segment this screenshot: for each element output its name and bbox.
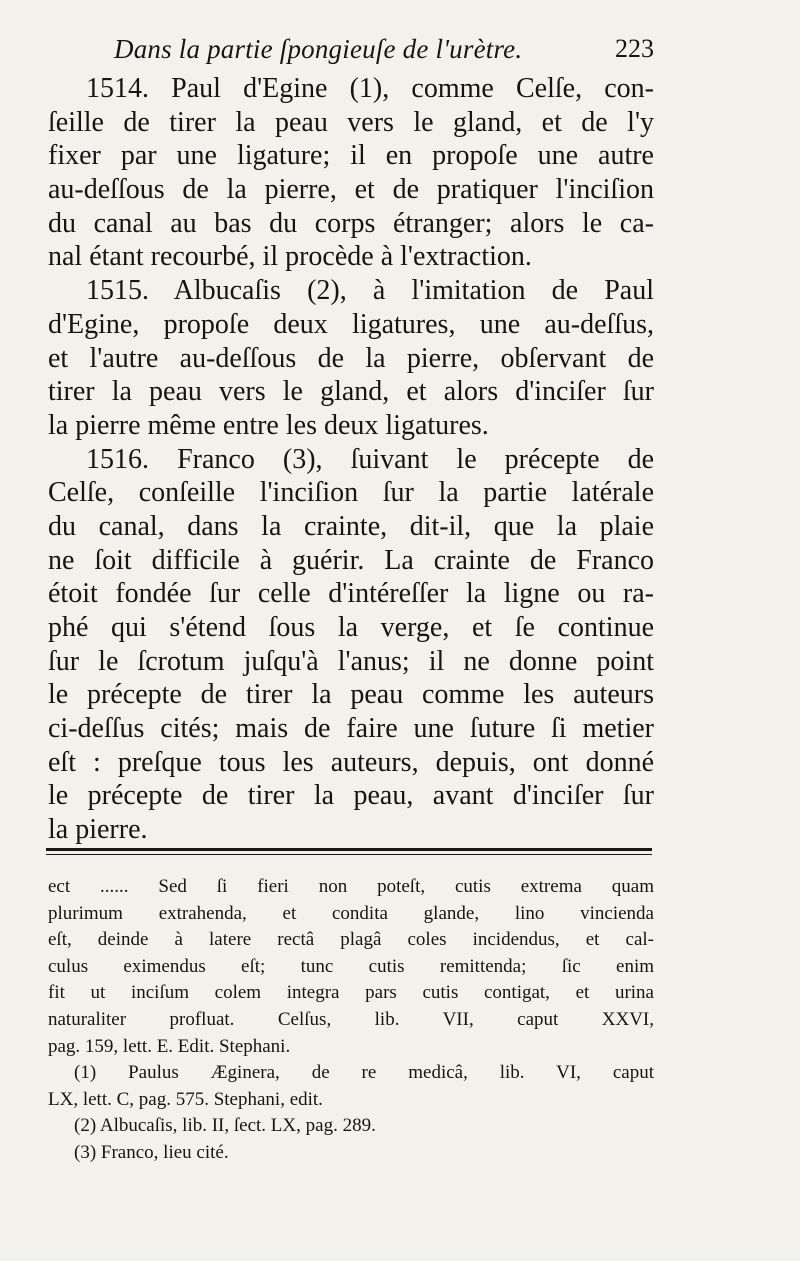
body-text — [48, 72, 654, 847]
text-line: 1514. Paul d'Egine (1), comme Celſe, con- — [86, 73, 654, 104]
text-line: 1516. Franco (3), ſuivant le précepte de — [86, 443, 654, 475]
text-line: la pierre même entre les deux ligatures. — [48, 409, 489, 441]
text-line: eſt : preſque tous les auteurs, depuis, ont donné — [48, 746, 654, 778]
text-line: Celſe, conſeille l'inciſion ſur la partie latérale — [48, 477, 654, 509]
text-line: ſur le ſcrotum juſqu'à l'anus; il ne donne point — [48, 645, 654, 677]
text-line: d'Egine, propoſe deux ligatures, une au-deſſus, — [48, 308, 654, 340]
footnote-line: pag. 159, lett. E. Edit. Stephani. — [48, 1035, 291, 1057]
text-line: le précepte de tirer la peau, avant d'inciſer ſur — [48, 780, 654, 812]
footnote-3: (3) Franco, lieu cité. — [74, 1141, 229, 1163]
footnote-line: eſt, deinde à latere rectâ plagâ coles incidendus, et cal- — [48, 929, 654, 951]
text-line: nal étant recourbé, il procède à l'extraction. — [48, 241, 532, 273]
text-line: fixer par une ligature; il en propoſe une autre — [48, 140, 654, 172]
footnote-line: fit ut inciſum colem integra pars cutis contigat, et urina — [48, 982, 654, 1004]
footnote-line: plurimum extrahenda, et condita glande, lino vincienda — [48, 902, 654, 924]
text-line: ci-deſſus cités; mais de faire une ſuture ſi metier — [48, 713, 654, 745]
footnote-line: LX, lett. C, pag. 575. Stephani, edit. — [48, 1088, 323, 1110]
running-title: Dans la partie ſpongieuſe de l'urètre. — [114, 34, 523, 64]
text-line: du canal, dans la crainte, dit-il, que la plaie — [48, 510, 654, 542]
text-line: la pierre. — [48, 814, 148, 846]
text-line: le précepte de tirer la peau comme les auteurs — [48, 679, 654, 711]
footnote-rule — [46, 848, 652, 855]
text-line: du canal au bas du corps étranger; alors le ca- — [48, 207, 654, 239]
footnotes — [48, 874, 654, 1167]
footnote-1: (1) Paulus Æginera, de re medicâ, lib. VI, caput — [74, 1062, 654, 1084]
text-line: ne ſoit difficile à guérir. La crainte de Franco — [48, 544, 654, 576]
text-line: au-deſſous de la pierre, et de pratiquer l'inciſion — [48, 174, 654, 206]
text-line: étoit fondée ſur celle d'intéreſſer la ligne ou ra- — [48, 578, 654, 610]
text-line: et l'autre au-deſſous de la pierre, obſervant de — [48, 342, 654, 374]
text-line: ſeille de tirer la peau vers le gland, et de l'y — [48, 106, 654, 138]
footnote-line: culus eximendus eſt; tunc cutis remittenda; ſic enim — [48, 955, 654, 977]
footnote-2: (2) Albucaſis, lib. II, ſect. LX, pag. 289. — [74, 1115, 376, 1137]
text-line: tirer la peau vers le gland, et alors d'inciſer ſur — [48, 376, 654, 408]
footnote-line: naturaliter profluat. Celſus, lib. VII, caput XXVI, — [48, 1008, 654, 1030]
text-line: phé qui s'étend ſous la verge, et ſe continue — [48, 612, 654, 643]
page-header — [114, 30, 654, 70]
page-number: 223 — [615, 34, 654, 63]
footnote-line: ect ...... Sed ſi fieri non poteſt, cutis extrema quam — [48, 876, 654, 897]
text-line: 1515. Albucaſis (2), à l'imitation de Paul — [86, 275, 654, 307]
